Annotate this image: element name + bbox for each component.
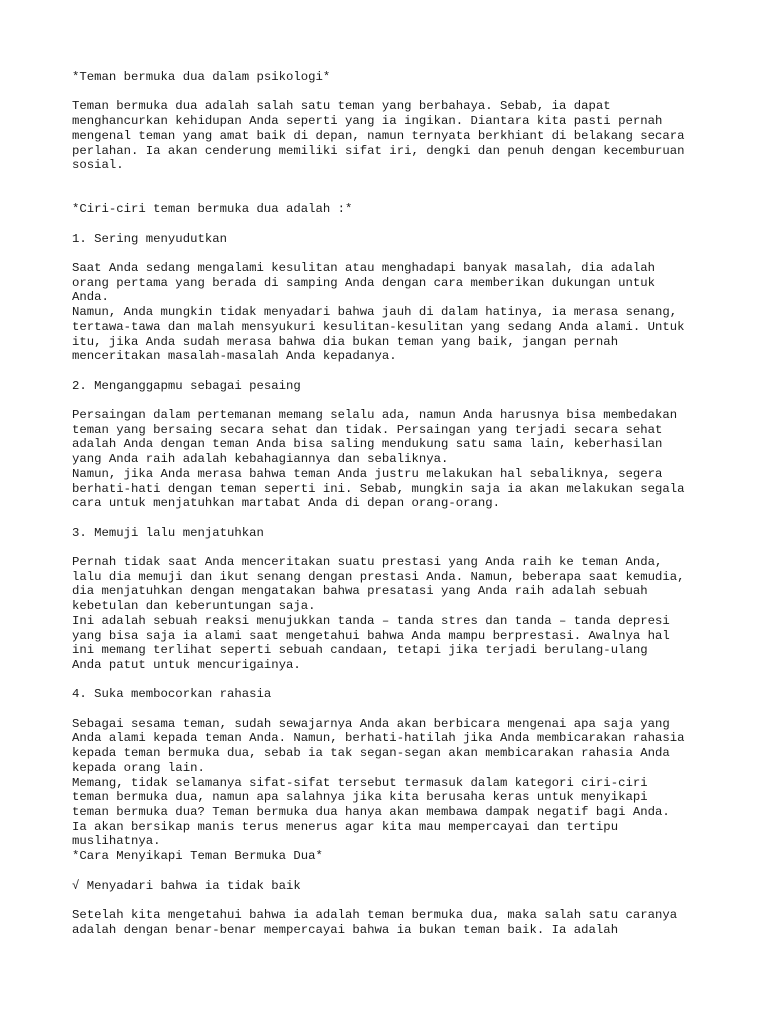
item-3-body: Pernah tidak saat Anda menceritakan suatu prestasi yang Anda raih ke teman Anda, lalu dia memuji dan ikut senang dengan prestasi Anda. Namun, beberapa saat kemudia, dia menjatuhkan dengan mengatakan bahwa presatasi yang Anda raih adalah sebuah kebetulan dan keberuntungan saja. Ini adalah sebuah reaksi menujukkan tanda – tanda stres dan tanda – tanda depresi yang bisa saja ia alami saat mengetahui bahwa Anda mampu berprestasi. Awalnya hal ini memang terlihat seperti sebuah candaan, tetapi jika terjadi berulang-ulang Anda patut untuk mencurigainya.: [72, 555, 685, 672]
item-3-heading: 3. Memuji lalu menjatuhkan: [72, 525, 264, 540]
item-2-body: Persaingan dalam pertemanan memang selalu ada, namun Anda harusnya bisa membedakan teman yang bersaing secara sehat dan tidak. Persaingan yang terjadi secara sehat adalah Anda dengan teman Anda bisa saling mendukung satu sama lain, keberhasilan yang Anda raih adalah kebahagiannya dan sebaliknya. Namun, jika Anda merasa bahwa teman Anda justru melakukan hal sebaliknya, segera berhati-hati dengan teman seperti ini. Sebab, mungkin saja ia akan melakukan segala cara untuk menjatuhkan martabat Anda di depan orang-orang.: [72, 408, 685, 511]
document-title: *Teman bermuka dua dalam psikologi*: [72, 70, 331, 84]
coping-item-body: Setelah kita mengetahui bahwa ia adalah teman bermuka dua, maka salah satu caranya adalah dengan benar-benar mempercayai bahwa ia bukan teman baik. Ia adalah: [72, 907, 678, 937]
item-1-body: Saat Anda sedang mengalami kesulitan atau menghadapi banyak masalah, dia adalah orang pertama yang berada di samping Anda dengan cara memberikan dukungan untuk Anda. Namun, Anda mungkin tidak menyadari bahwa jauh di dalam hatinya, ia merasa senang, tertawa-tawa dan malah mensyukuri kesulitan-kesulitan yang sedang Anda alami. Untuk itu, jika Anda sudah merasa bahwa dia bukan teman yang baik, jangan pernah menceritakan masalah-masalah Anda kepadanya.: [72, 261, 685, 364]
traits-heading: *Ciri-ciri teman bermuka dua adalah :*: [72, 202, 353, 217]
item-1-heading: 1. Sering menyudutkan: [72, 231, 227, 246]
item-2-heading: 2. Menganggapmu sebagai pesaing: [72, 378, 301, 393]
coping-item-heading: √ Menyadari bahwa ia tidak baik: [72, 878, 301, 893]
intro-paragraph: Teman bermuka dua adalah salah satu teman yang berbahaya. Sebab, ia dapat menghancurkan kehidupan Anda seperti yang ia ingikan. Diantara kita pasti pernah mengenal teman yang amat baik di depan, namun ternyata berkhiant di belakang secara perlahan. Ia akan cenderung memiliki sifat iri, dengki dan penuh dengan kecemburuan sosial.: [72, 99, 685, 173]
item-4-heading: 4. Suka membocorkan rahasia: [72, 687, 272, 702]
item-4-body: Sebagai sesama teman, sudah sewajarnya Anda akan berbicara mengenai apa saja yang Anda alami kepada teman Anda. Namun, berhati-hatilah jika Anda membicarakan rahasia kepada teman bermuka dua, sebab ia tak segan-segan akan membicarakan rahasia Anda kepada orang lain. Memang, tidak selamanya sifat-sifat tersebut termasuk dalam kategori ciri-ciri teman bermuka dua, namun apa salahnya jika kita berusaha keras untuk menyikapi teman bermuka dua? Teman bermuka dua hanya akan membawa dampak negatif bagi Anda. Ia akan bersikap manis terus menerus agar kita mau mempercayai dan tertipu muslihatnya.: [72, 716, 685, 849]
document-page: [72, 70, 712, 937]
coping-heading: *Cara Menyikapi Teman Bermuka Dua*: [72, 849, 323, 864]
